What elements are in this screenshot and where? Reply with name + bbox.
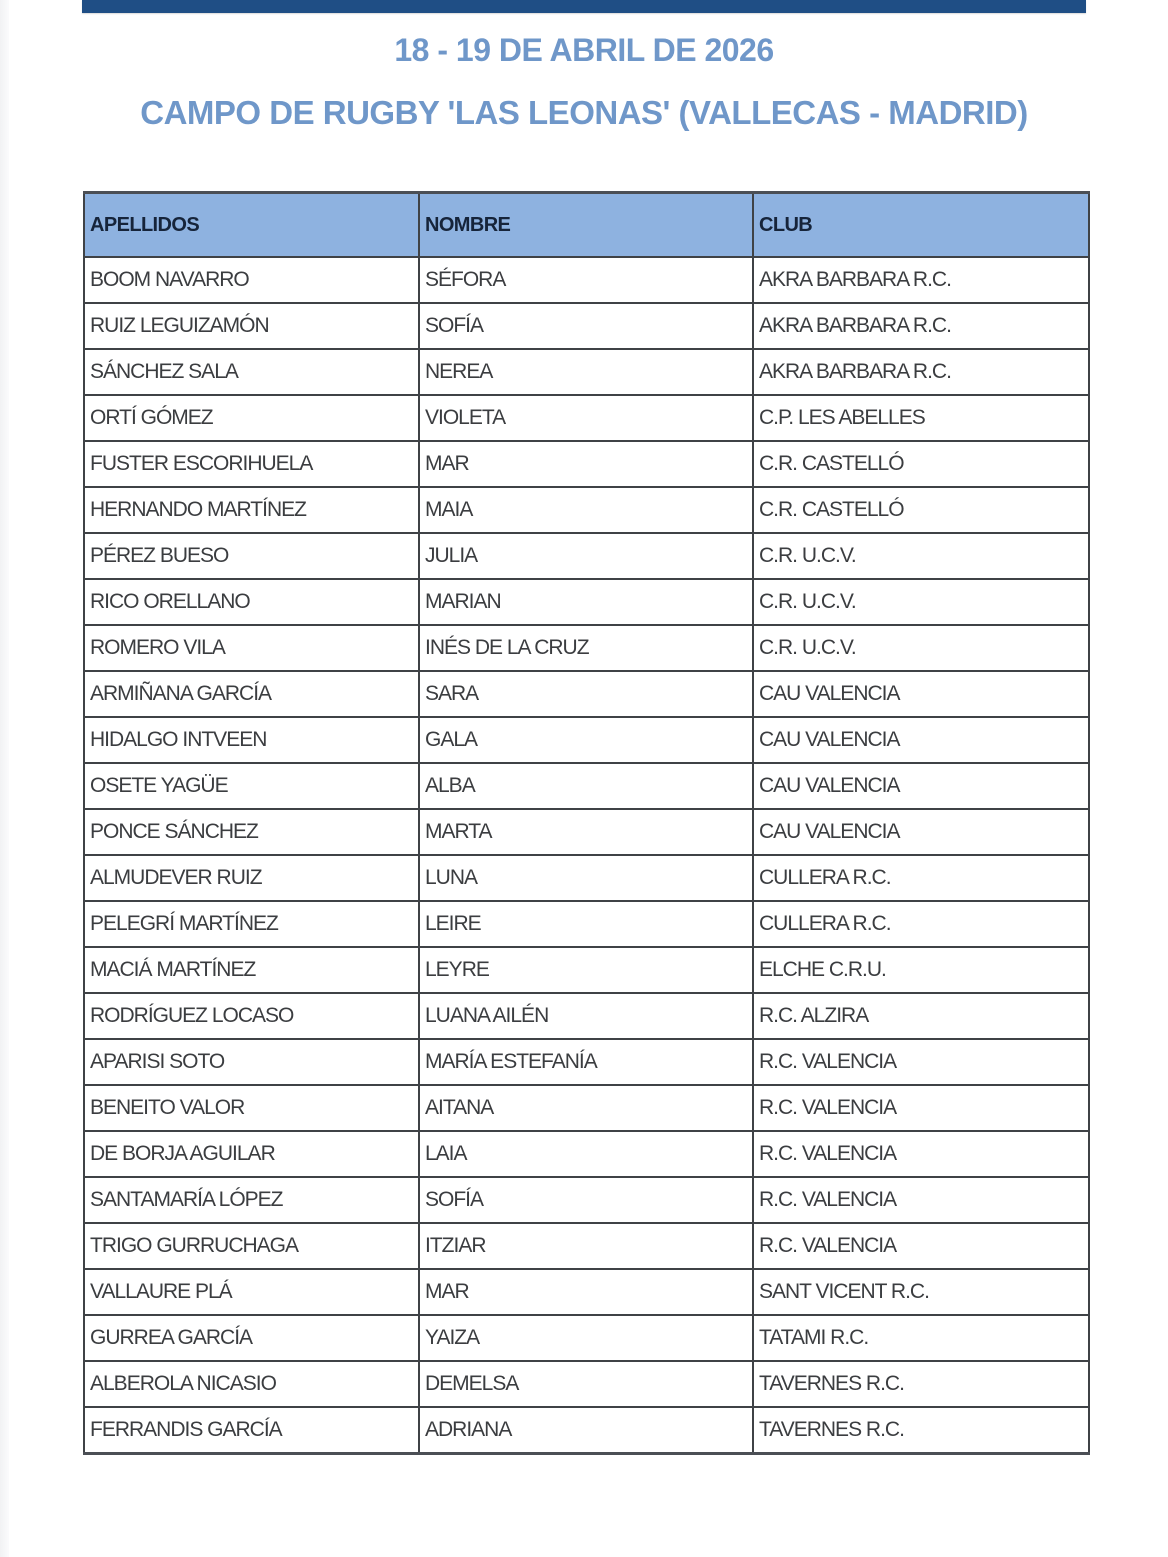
cell-apellidos: ALBEROLA NICASIO xyxy=(84,1361,419,1407)
cell-nombre: LAIA xyxy=(419,1131,753,1177)
page-edge xyxy=(0,0,9,1557)
cell-apellidos: BENEITO VALOR xyxy=(84,1085,419,1131)
cell-nombre: LEIRE xyxy=(419,901,753,947)
cell-apellidos: BOOM NAVARRO xyxy=(84,257,419,303)
cell-nombre: SOFÍA xyxy=(419,1177,753,1223)
cell-apellidos: MACIÁ MARTÍNEZ xyxy=(84,947,419,993)
table-row xyxy=(84,1407,1089,1454)
cell-nombre: JULIA xyxy=(419,533,753,579)
table-row xyxy=(84,671,1089,717)
cell-nombre: MARÍA ESTEFANÍA xyxy=(419,1039,753,1085)
title-banner xyxy=(82,0,1086,13)
cell-apellidos: PONCE SÁNCHEZ xyxy=(84,809,419,855)
table-row xyxy=(84,533,1089,579)
cell-nombre: MARIAN xyxy=(419,579,753,625)
event-venue: CAMPO DE RUGBY 'LAS LEONAS' (VALLECAS - MADRID) xyxy=(140,94,1028,131)
cell-nombre: SÉFORA xyxy=(419,257,753,303)
table-row xyxy=(84,1177,1089,1223)
cell-apellidos: SANTAMARÍA LÓPEZ xyxy=(84,1177,419,1223)
cell-club: C.P. LES ABELLES xyxy=(753,395,1089,441)
cell-club: C.R. U.C.V. xyxy=(753,533,1089,579)
cell-club: AKRA BARBARA R.C. xyxy=(753,257,1089,303)
cell-apellidos: ARMIÑANA GARCÍA xyxy=(84,671,419,717)
cell-apellidos: VALLAURE PLÁ xyxy=(84,1269,419,1315)
table-row xyxy=(84,1269,1089,1315)
cell-nombre: DEMELSA xyxy=(419,1361,753,1407)
cell-club: CULLERA R.C. xyxy=(753,901,1089,947)
cell-apellidos: FERRANDIS GARCÍA xyxy=(84,1407,419,1454)
cell-nombre: GALA xyxy=(419,717,753,763)
cell-club: R.C. VALENCIA xyxy=(753,1039,1089,1085)
cell-nombre: MAR xyxy=(419,441,753,487)
table-row xyxy=(84,349,1089,395)
cell-club: AKRA BARBARA R.C. xyxy=(753,349,1089,395)
cell-club: ELCHE C.R.U. xyxy=(753,947,1089,993)
column-header-nombre: NOMBRE xyxy=(419,193,753,258)
table-row xyxy=(84,441,1089,487)
event-date: 18 - 19 DE ABRIL DE 2026 xyxy=(394,32,774,68)
cell-apellidos: HIDALGO INTVEEN xyxy=(84,717,419,763)
cell-apellidos: RODRÍGUEZ LOCASO xyxy=(84,993,419,1039)
table-row xyxy=(84,303,1089,349)
column-header-apellidos: APELLIDOS xyxy=(84,193,419,258)
cell-apellidos: RICO ORELLANO xyxy=(84,579,419,625)
table-header-row xyxy=(84,193,1089,258)
cell-club: R.C. VALENCIA xyxy=(753,1223,1089,1269)
cell-nombre: ADRIANA xyxy=(419,1407,753,1454)
cell-club: C.R. CASTELLÓ xyxy=(753,441,1089,487)
cell-club: CAU VALENCIA xyxy=(753,763,1089,809)
column-header-club: CLUB xyxy=(753,193,1089,258)
cell-club: CAU VALENCIA xyxy=(753,671,1089,717)
table-row xyxy=(84,1131,1089,1177)
cell-apellidos: GURREA GARCÍA xyxy=(84,1315,419,1361)
cell-nombre: SARA xyxy=(419,671,753,717)
cell-nombre: INÉS DE LA CRUZ xyxy=(419,625,753,671)
cell-apellidos: SÁNCHEZ SALA xyxy=(84,349,419,395)
cell-club: TATAMI R.C. xyxy=(753,1315,1089,1361)
cell-club: TAVERNES R.C. xyxy=(753,1361,1089,1407)
cell-club: CAU VALENCIA xyxy=(753,809,1089,855)
cell-club: CULLERA R.C. xyxy=(753,855,1089,901)
table-row xyxy=(84,993,1089,1039)
cell-club: AKRA BARBARA R.C. xyxy=(753,303,1089,349)
cell-nombre: YAIZA xyxy=(419,1315,753,1361)
cell-nombre: ITZIAR xyxy=(419,1223,753,1269)
table-row xyxy=(84,487,1089,533)
cell-nombre: LUNA xyxy=(419,855,753,901)
cell-club: CAU VALENCIA xyxy=(753,717,1089,763)
cell-apellidos: ALMUDEVER RUIZ xyxy=(84,855,419,901)
cell-club: R.C. VALENCIA xyxy=(753,1131,1089,1177)
table-row xyxy=(84,395,1089,441)
cell-nombre: SOFÍA xyxy=(419,303,753,349)
cell-club: SANT VICENT R.C. xyxy=(753,1269,1089,1315)
cell-apellidos: FUSTER ESCORIHUELA xyxy=(84,441,419,487)
cell-club: R.C. VALENCIA xyxy=(753,1085,1089,1131)
cell-nombre: NEREA xyxy=(419,349,753,395)
cell-apellidos: TRIGO GURRUCHAGA xyxy=(84,1223,419,1269)
cell-nombre: LEYRE xyxy=(419,947,753,993)
cell-nombre: MAIA xyxy=(419,487,753,533)
cell-club: TAVERNES R.C. xyxy=(753,1407,1089,1454)
table-row xyxy=(84,809,1089,855)
cell-apellidos: ROMERO VILA xyxy=(84,625,419,671)
cell-nombre: LUANA AILÉN xyxy=(419,993,753,1039)
player-roster-table xyxy=(83,191,1090,1455)
table-row xyxy=(84,855,1089,901)
table-row xyxy=(84,1315,1089,1361)
cell-apellidos: OSETE YAGÜE xyxy=(84,763,419,809)
cell-apellidos: APARISI SOTO xyxy=(84,1039,419,1085)
cell-club: C.R. CASTELLÓ xyxy=(753,487,1089,533)
table-row xyxy=(84,947,1089,993)
cell-club: C.R. U.C.V. xyxy=(753,625,1089,671)
table-row xyxy=(84,1223,1089,1269)
cell-apellidos: HERNANDO MARTÍNEZ xyxy=(84,487,419,533)
table-row xyxy=(84,901,1089,947)
cell-nombre: ALBA xyxy=(419,763,753,809)
table-row xyxy=(84,257,1089,303)
table-body xyxy=(84,257,1089,1454)
table-row xyxy=(84,579,1089,625)
table-row xyxy=(84,1085,1089,1131)
table-row xyxy=(84,625,1089,671)
table-row xyxy=(84,1039,1089,1085)
cell-nombre: MARTA xyxy=(419,809,753,855)
table-row xyxy=(84,763,1089,809)
cell-apellidos: RUIZ LEGUIZAMÓN xyxy=(84,303,419,349)
cell-apellidos: PELEGRÍ MARTÍNEZ xyxy=(84,901,419,947)
cell-apellidos: DE BORJA AGUILAR xyxy=(84,1131,419,1177)
cell-apellidos: PÉREZ BUESO xyxy=(84,533,419,579)
cell-nombre: AITANA xyxy=(419,1085,753,1131)
table-row xyxy=(84,717,1089,763)
table-row xyxy=(84,1361,1089,1407)
cell-club: R.C. ALZIRA xyxy=(753,993,1089,1039)
cell-nombre: MAR xyxy=(419,1269,753,1315)
cell-club: C.R. U.C.V. xyxy=(753,579,1089,625)
cell-nombre: VIOLETA xyxy=(419,395,753,441)
cell-club: R.C. VALENCIA xyxy=(753,1177,1089,1223)
cell-apellidos: ORTÍ GÓMEZ xyxy=(84,395,419,441)
